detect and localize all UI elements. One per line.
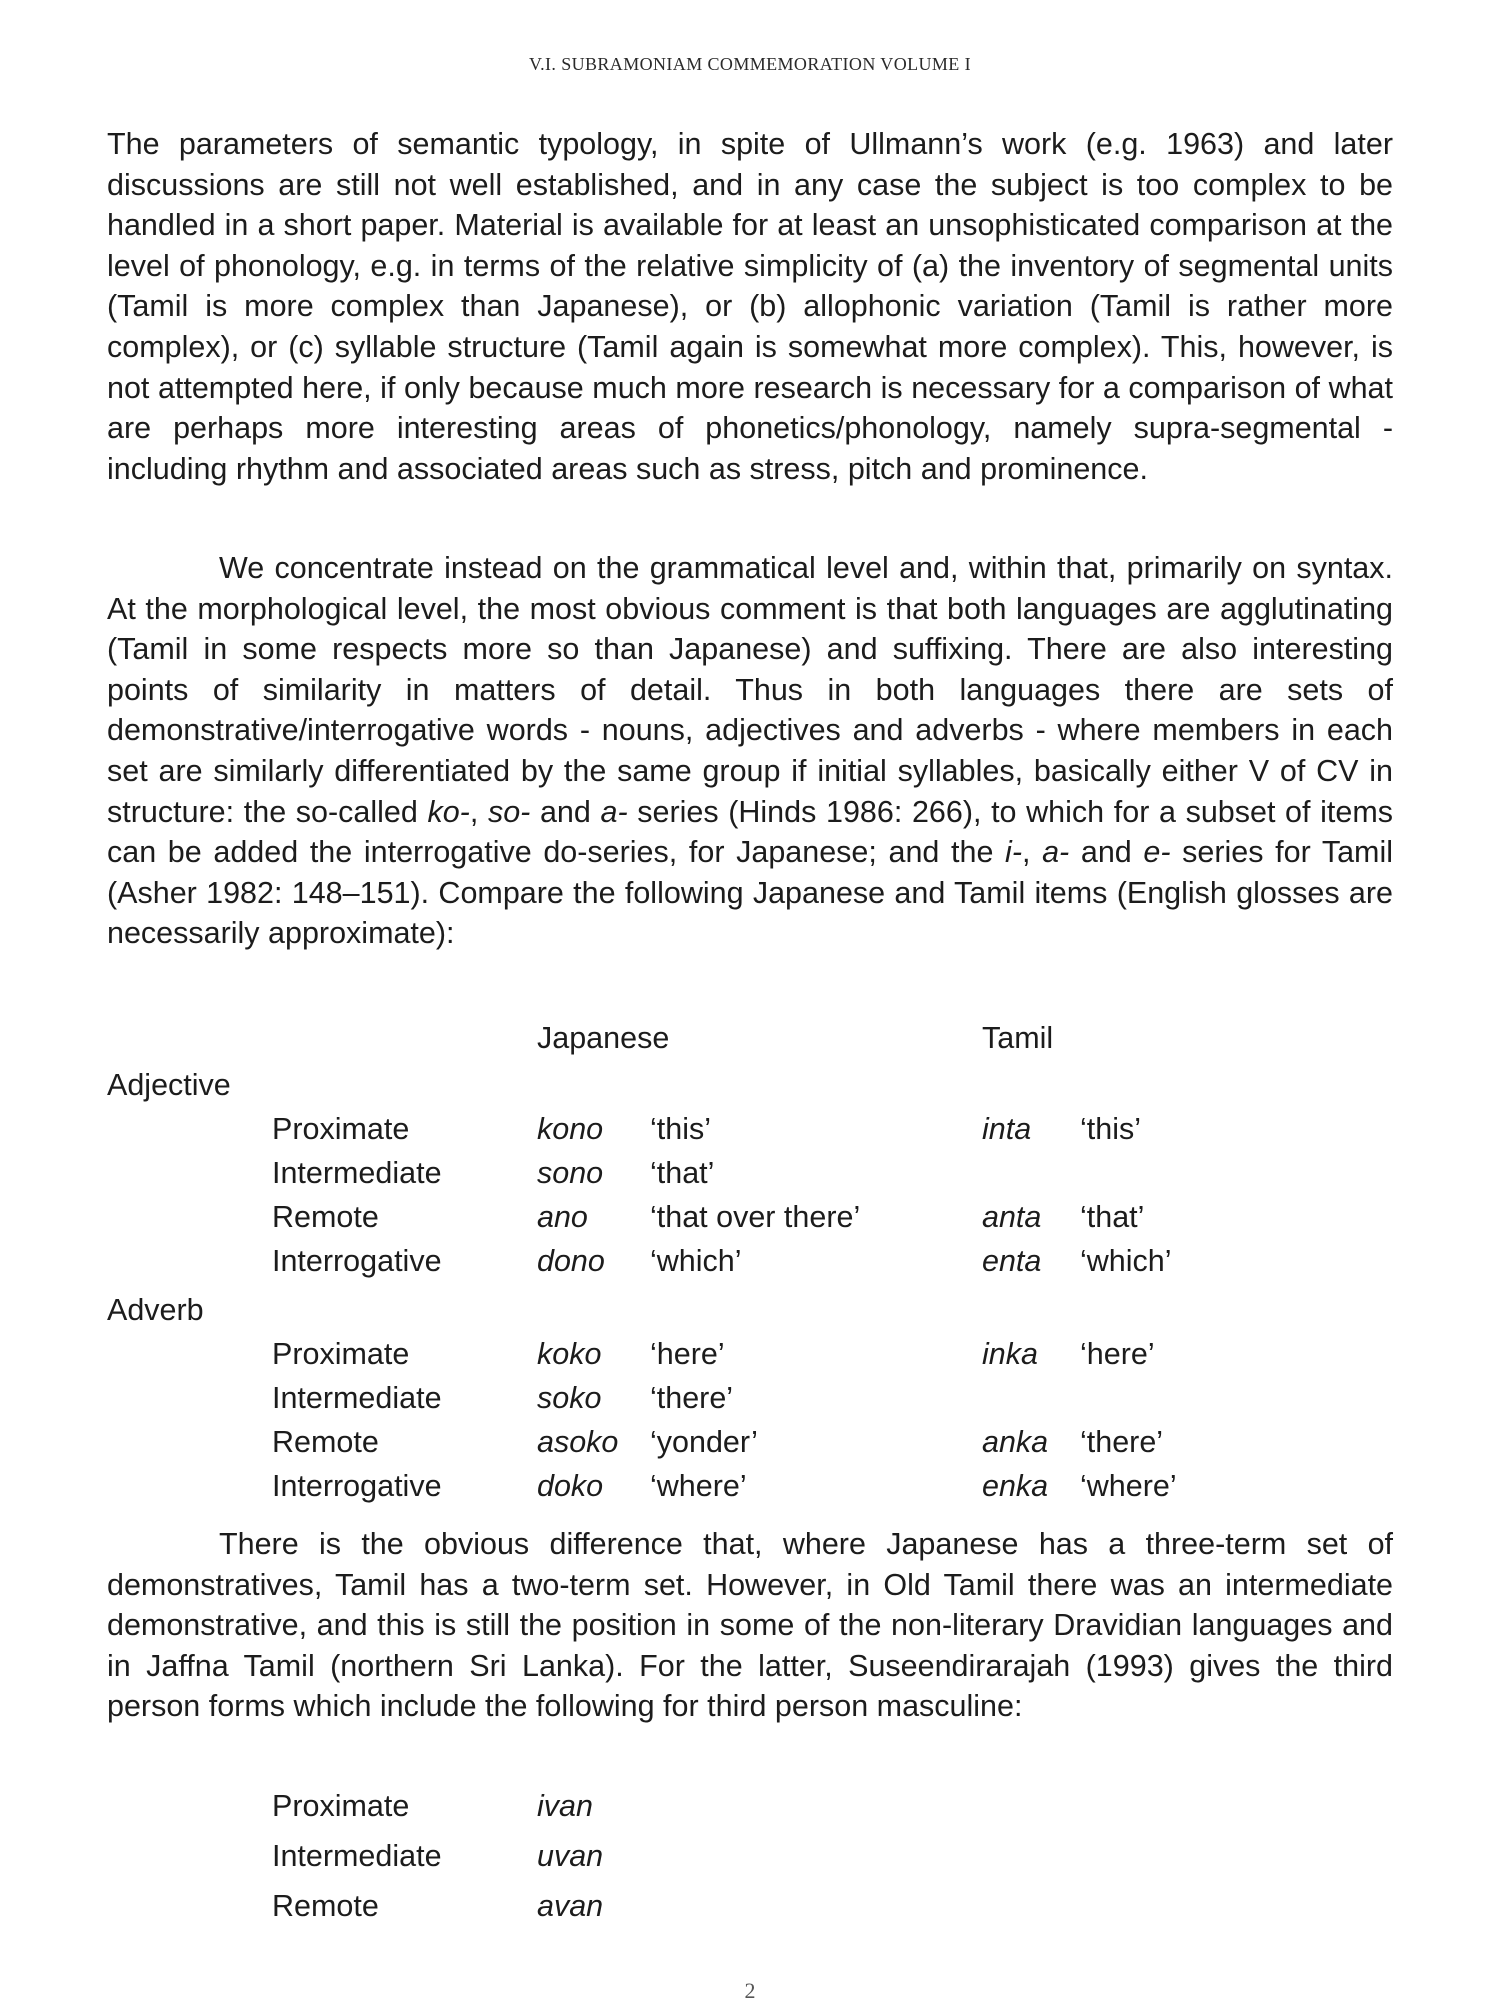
table-header-row: [0, 1016, 1500, 1060]
japanese-word: ano: [537, 1200, 588, 1234]
japanese-gloss: ‘yonder’: [650, 1425, 758, 1459]
italic-term: i-: [1005, 835, 1022, 870]
row-label: Proximate: [272, 1337, 410, 1371]
row-label: Interrogative: [272, 1469, 442, 1503]
tamil-gloss: ‘that’: [1080, 1200, 1145, 1234]
tamil-word: anka: [982, 1425, 1049, 1459]
list-item: [0, 1834, 1500, 1878]
tamil-gloss: ‘this’: [1080, 1112, 1142, 1146]
section-heading-text: Adverb: [107, 1293, 204, 1327]
paragraph-2-text: series for Tamil (Asher 1982: 148–151). Compare the following Japanese and Tamil items (English glosses are necessarily approximate):: [107, 835, 1393, 951]
tamil-word: enta: [982, 1244, 1042, 1278]
tamil-word: inka: [982, 1337, 1038, 1371]
table-row: [0, 1464, 1500, 1508]
japanese-word: dono: [537, 1244, 605, 1278]
japanese-gloss: ‘that’: [650, 1156, 715, 1190]
italic-term: ko-: [427, 794, 470, 829]
tamil-word: enka: [982, 1469, 1049, 1503]
paragraph-2: [107, 548, 1393, 954]
list-item: [0, 1884, 1500, 1928]
japanese-gloss: ‘there’: [650, 1381, 734, 1415]
tamil-form: ivan: [537, 1789, 593, 1823]
tamil-gloss: ‘which’: [1080, 1244, 1172, 1278]
japanese-gloss: ‘that over there’: [650, 1200, 861, 1234]
section-heading-adverb: [0, 1288, 1500, 1332]
tamil-form: uvan: [537, 1839, 604, 1873]
row-label: Intermediate: [272, 1156, 442, 1190]
row-label: Intermediate: [272, 1381, 442, 1415]
paragraph-2-text: We concentrate instead on the grammatical level and, within that, primarily on syntax. At the morphological level, the most obvious comment is that both languages are agglutinating (Tamil in some respects more so than Japanese) and suffixing. There are also interesting points of similarity in matters of detail. Thus in both languages there are sets of demonstrative/interrogative words - nouns, adjectives and adverbs - where members in each set are similarly differentiated by the same group if initial syllables, basically either V of CV in structure: the so-called: [107, 551, 1393, 829]
page-number: 2: [744, 1982, 756, 2000]
tamil-gloss: ‘there’: [1080, 1425, 1164, 1459]
italic-term: so-: [487, 794, 531, 829]
japanese-word: soko: [537, 1381, 602, 1415]
tamil-word: inta: [982, 1112, 1032, 1146]
row-label: Intermediate: [272, 1839, 442, 1873]
section-heading-adjective: [0, 1063, 1500, 1107]
japanese-word: koko: [537, 1337, 602, 1371]
column-header-tamil: Tamil: [982, 1021, 1054, 1055]
separator: and: [1069, 835, 1144, 870]
japanese-gloss: ‘where’: [650, 1469, 747, 1503]
table-row: [0, 1420, 1500, 1464]
japanese-gloss: ‘here’: [650, 1337, 725, 1371]
tamil-word: anta: [982, 1200, 1042, 1234]
tamil-form: avan: [537, 1889, 604, 1923]
row-label: Remote: [272, 1425, 379, 1459]
tamil-gloss: ‘where’: [1080, 1469, 1177, 1503]
table-row: [0, 1239, 1500, 1283]
row-label: Interrogative: [272, 1244, 442, 1278]
tamil-gloss: ‘here’: [1080, 1337, 1155, 1371]
japanese-gloss: ‘this’: [650, 1112, 712, 1146]
list-item: [0, 1784, 1500, 1828]
paragraph-3: There is the obvious difference that, where Japanese has a three-term set of demonstratives, Tamil has a two-term set. However, in Old Tamil there was an intermediate demonstrative, and this is still the position in some of the non-literary Dravidian languages and in Jaffna Tamil (northern Sri Lanka). For the latter, Suseendirarajah (1993) gives the third person forms which include the following for third person masculine:: [107, 1527, 1393, 1724]
japanese-gloss: ‘which’: [650, 1244, 742, 1278]
paragraph-1: The parameters of semantic typology, in spite of Ullmann’s work (e.g. 1963) and later discussions are still not well established, and in any case the subject is too complex to be handled in a short paper. Material is available for at least an unsophisticated comparison at the level of phonology, e.g. in terms of the relative simplicity of (a) the inventory of segmental units (Tamil is more complex than Japanese), or (b) allophonic variation (Tamil is rather more complex), or (c) syllable structure (Tamil again is somewhat more complex). This, however, is not attempted here, if only because much more research is necessary for a comparison of what are perhaps more interesting areas of phonetics/phonology, namely supra-segmental - including rhythm and associated areas such as stress, pitch and prominence.: [107, 127, 1393, 486]
section-heading-text: Adjective: [107, 1068, 231, 1102]
row-label: Proximate: [272, 1112, 410, 1146]
separator: ,: [1021, 835, 1043, 870]
japanese-word: sono: [537, 1156, 604, 1190]
table-row: [0, 1151, 1500, 1195]
running-head: V.I. SUBRAMONIAM COMMEMORATION VOLUME I: [529, 54, 971, 74]
japanese-word: kono: [537, 1112, 604, 1146]
separator: ,: [469, 794, 488, 829]
table-row: [0, 1332, 1500, 1376]
japanese-word: asoko: [537, 1425, 619, 1459]
row-label: Remote: [272, 1889, 379, 1923]
italic-term: a-: [600, 794, 628, 829]
table-row: [0, 1107, 1500, 1151]
japanese-word: doko: [537, 1469, 604, 1503]
italic-term: e-: [1143, 835, 1171, 870]
table-row: [0, 1376, 1500, 1420]
row-label: Remote: [272, 1200, 379, 1234]
column-header-japanese: Japanese: [537, 1021, 670, 1055]
paragraph-2-text: series (Hinds 1986: 266), to which for a subset of items can be added the interrogative do-series, for Japanese; and the: [107, 794, 1393, 870]
italic-term: a-: [1042, 835, 1070, 870]
table-row: [0, 1195, 1500, 1239]
separator: and: [530, 794, 601, 829]
row-label: Proximate: [272, 1789, 410, 1823]
